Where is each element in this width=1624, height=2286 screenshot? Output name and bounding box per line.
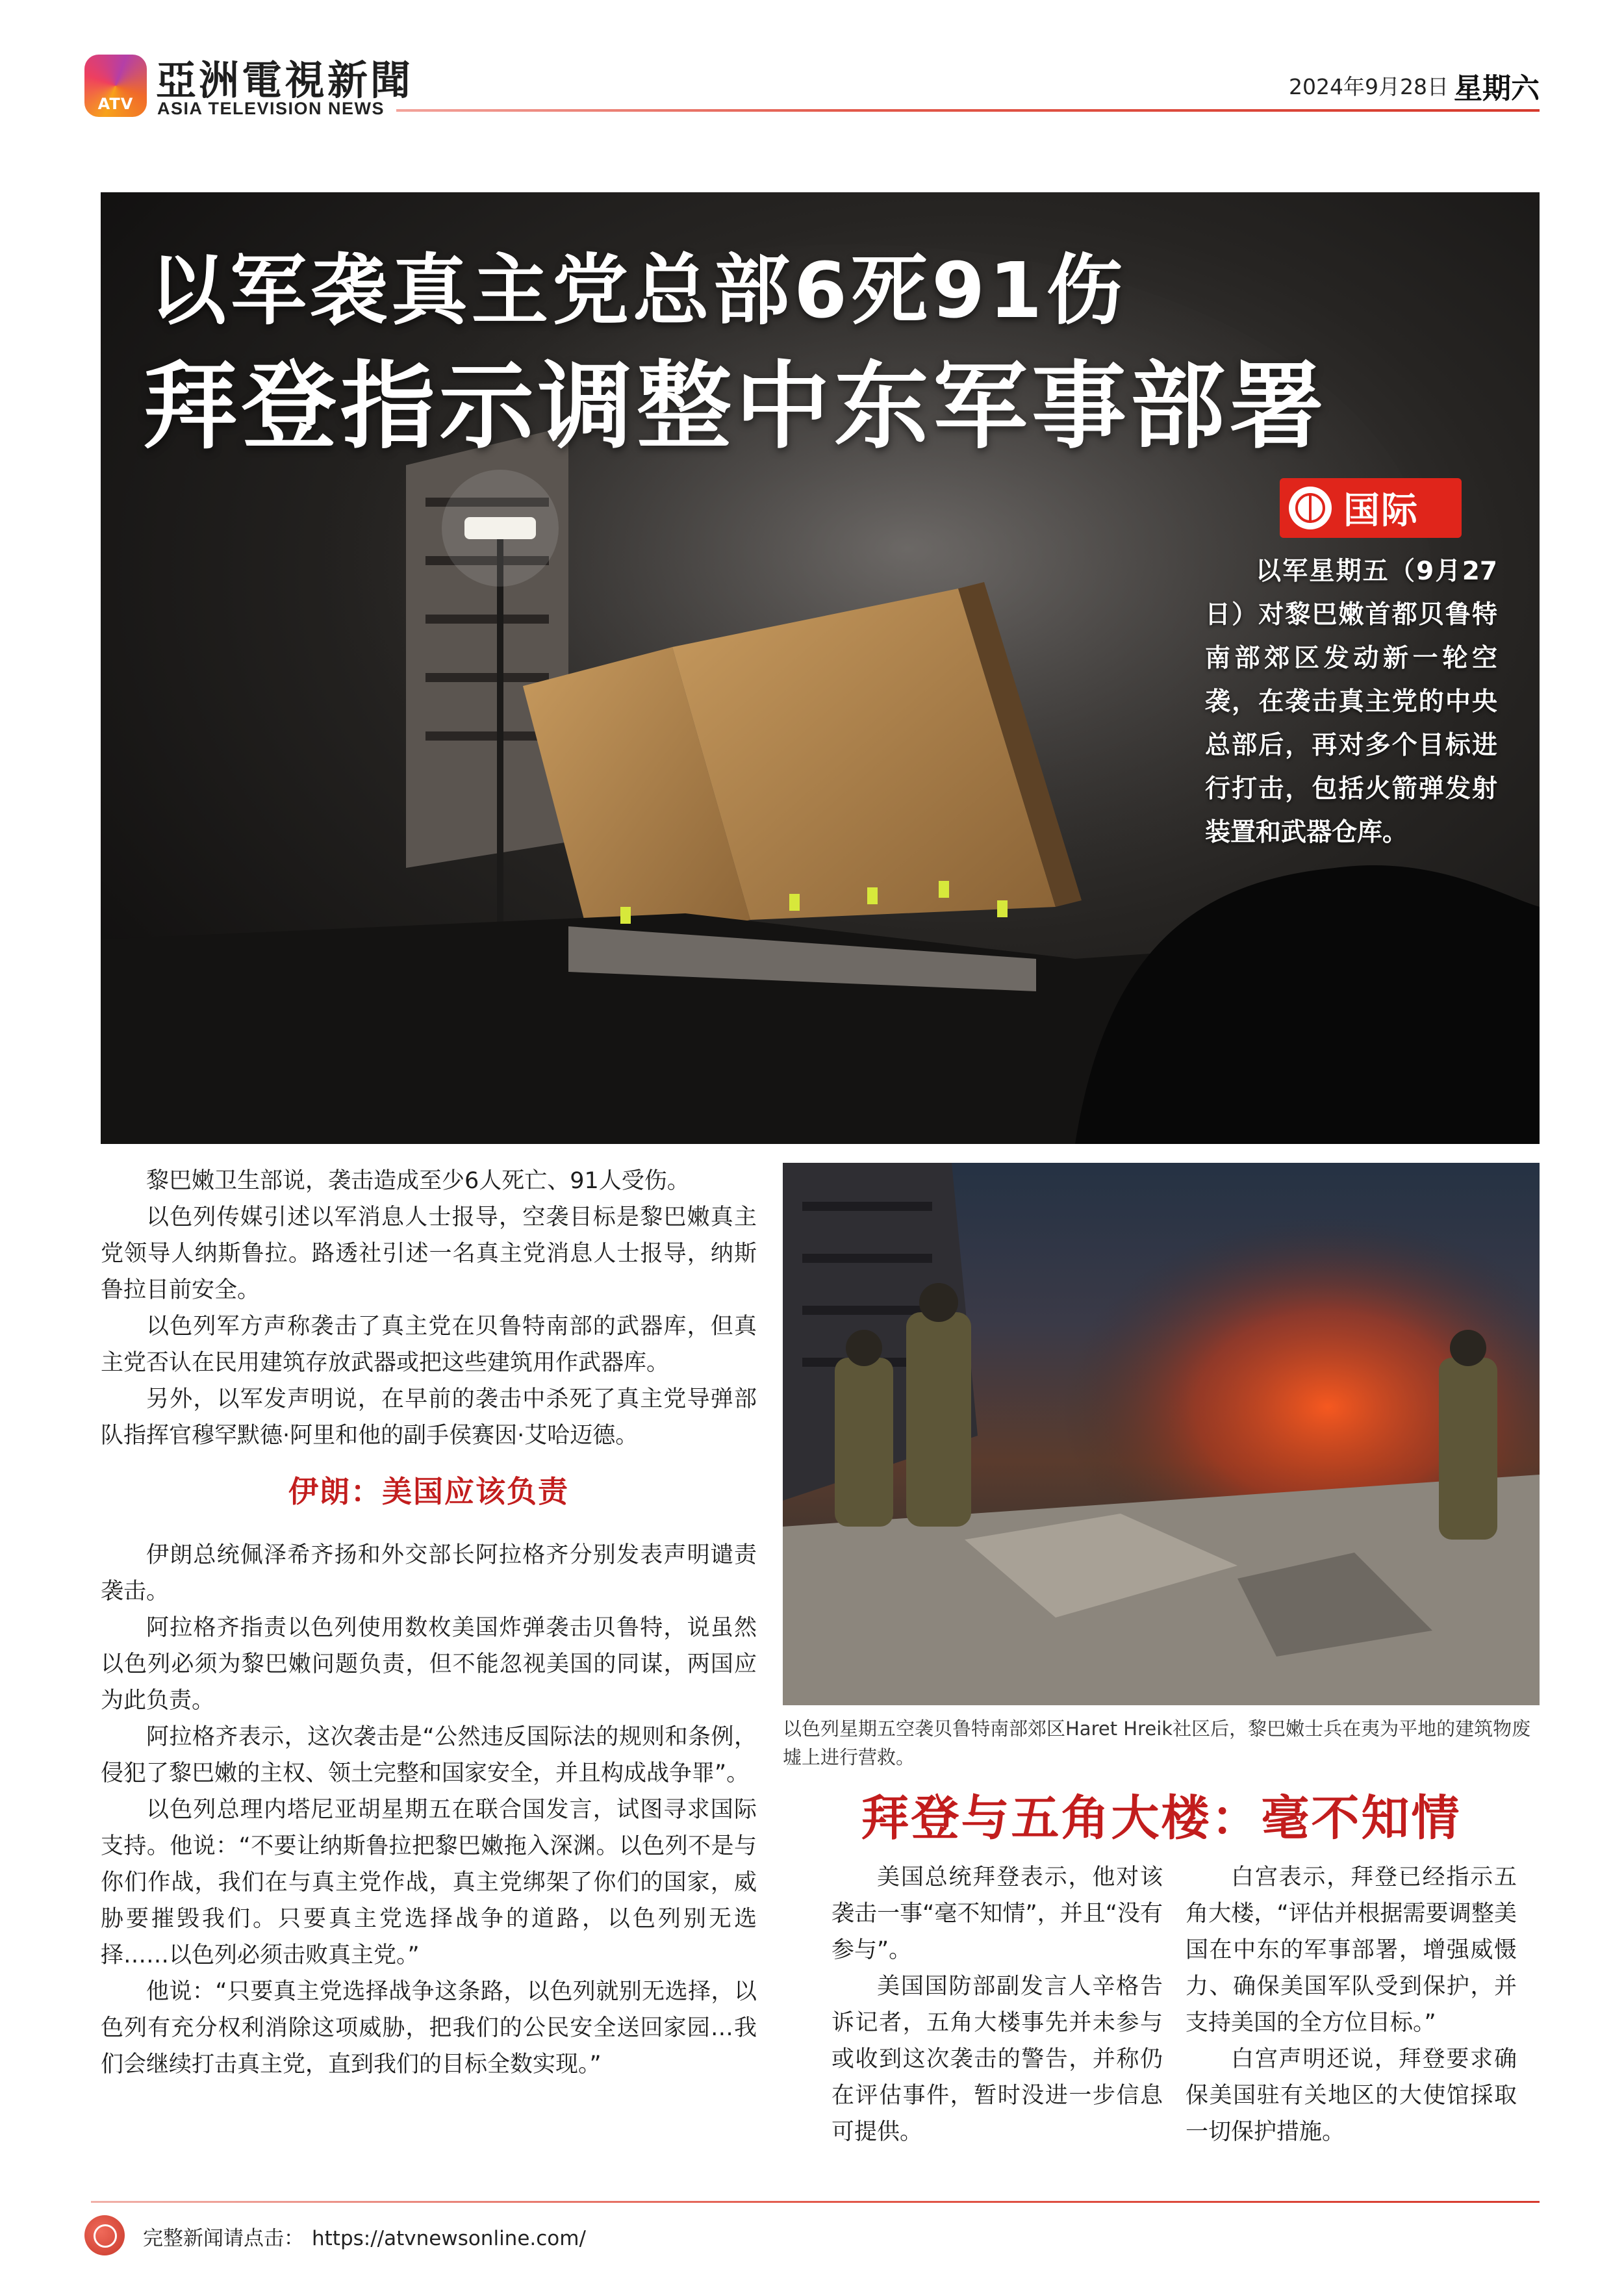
paragraph: 白宫表示，拜登已经指示五角大楼，“评估并根据需要调整美国在中东的军事部署，增强威慑力、确保美国军队受到保护，并支持美国的全方位目标。” xyxy=(1186,1864,1517,2036)
paragraph: 美国总统拜登表示，他对该袭击一事“毫不知情”，并且“没有参与”。 xyxy=(831,1864,1163,1963)
section-badge-international xyxy=(1280,478,1462,538)
globe-icon xyxy=(1289,487,1332,529)
issue-weekday: 星期六 xyxy=(1454,72,1540,105)
paragraph: 美国国防部副发言人辛格告诉记者，五角大楼事先并未参与或收到这次袭击的警告，并称仍在评估事件，暂时没进一步信息可提供。 xyxy=(831,1974,1163,2145)
paragraph: 另外，以军发声明说，在早前的袭击中杀死了真主党导弹部队指挥官穆罕默德·阿里和他的副手侯赛因·艾哈迈德。 xyxy=(101,1386,757,1449)
section-badge-label: 国际 xyxy=(1343,490,1419,532)
subheading-biden: 拜登与五角大楼：毫不知情 xyxy=(861,1790,1462,1846)
article-right-column xyxy=(1186,1859,1517,2150)
subheading-iran: 伊朗：美国应该负责 xyxy=(288,1474,569,1509)
footer-link[interactable] xyxy=(143,2222,586,2251)
hero-photo xyxy=(101,192,1540,1144)
rescue-photo xyxy=(783,1163,1540,1705)
headline-secondary: 拜登指示调整中东军事部署 xyxy=(143,351,1328,462)
brand-name-english: ASIA TELEVISION NEWS xyxy=(157,99,385,118)
logo-text: ATV xyxy=(97,95,134,113)
article-left-column xyxy=(101,1163,757,2083)
paragraph: 阿拉格齐表示，这次袭击是“公然违反国际法的规则和条例，侵犯了黎巴嫩的主权、领土完整和国家安全，并且构成战争罪”。 xyxy=(101,1724,757,1786)
paragraph: 以色列总理内塔尼亚胡星期五在联合国发言，试图寻求国际支持。他说：“不要让纳斯鲁拉把黎巴嫩拖入深渊。以色列不是与你们作战，我们在与真主党作战，真主党绑架了你们的国家，威胁要摧毁我们。只要真主党选择战争的道路，以色列别无选择……以色列必须击败真主党。” xyxy=(101,1797,757,1968)
masthead-divider xyxy=(396,109,1540,112)
globe-link-icon xyxy=(84,2215,125,2255)
paragraph: 阿拉格齐指责以色列使用数枚美国炸弹袭击贝鲁特，说虽然以色列必须为黎巴嫩问题负责，但不能忽视美国的同谋，两国应为此负责。 xyxy=(101,1615,757,1714)
footer-label: 完整新闻请点击： xyxy=(143,2227,304,2250)
paragraph: 以色列军方声称袭击了真主党在贝鲁特南部的武器库，但真主党否认在民用建筑存放武器或把这些建筑用作武器库。 xyxy=(101,1314,757,1376)
paragraph: 白宫声明还说，拜登要求确保美国驻有关地区的大使馆採取一切保护措施。 xyxy=(1186,2046,1517,2145)
issue-date: 2024年9月28日 xyxy=(1289,74,1449,99)
paragraph: 他说：“只要真主党选择战争这条路，以色列就别无选择，以色列有充分权利消除这项威胁，把我们的公民安全送回家园…我们会继续打击真主党，直到我们的目标全数实现。” xyxy=(101,1979,757,2077)
paragraph: 伊朗总统佩泽希齐扬和外交部长阿拉格齐分别发表声明谴责袭击。 xyxy=(101,1542,757,1605)
photo-caption: 以色列星期五空袭贝鲁特南部郊区Haret Hreik社区后，黎巴嫩士兵在夷为平地的建筑物废墟上进行营救。 xyxy=(783,1718,1531,1768)
brand-name-chinese: 亞洲電視新聞 xyxy=(156,57,414,104)
footer-url[interactable]: https://atvnewsonline.com/ xyxy=(312,2227,586,2250)
atv-logo xyxy=(84,55,147,117)
headline-primary: 以军袭真主党总部6死91伤 xyxy=(149,246,1127,335)
article-middle-column xyxy=(831,1859,1163,2150)
lead-paragraph: 以军星期五（9月27日）对黎巴嫩首都贝鲁特南部郊区发动新一轮空袭，在袭击真主党的中央总部后，再对多个目标进行打击，包括火箭弹发射装置和武器仓库。 xyxy=(1205,557,1497,848)
paragraph: 黎巴嫩卫生部说，袭击造成至少6人死亡、91人受伤。 xyxy=(146,1168,690,1194)
paragraph: 以色列传媒引述以军消息人士报导，空袭目标是黎巴嫩真主党领导人纳斯鲁拉。路透社引述一名真主党消息人士报导，纳斯鲁拉目前安全。 xyxy=(101,1204,757,1303)
soldiers-rubble-scene xyxy=(783,1163,1540,1705)
footer-divider xyxy=(91,2201,1540,2203)
